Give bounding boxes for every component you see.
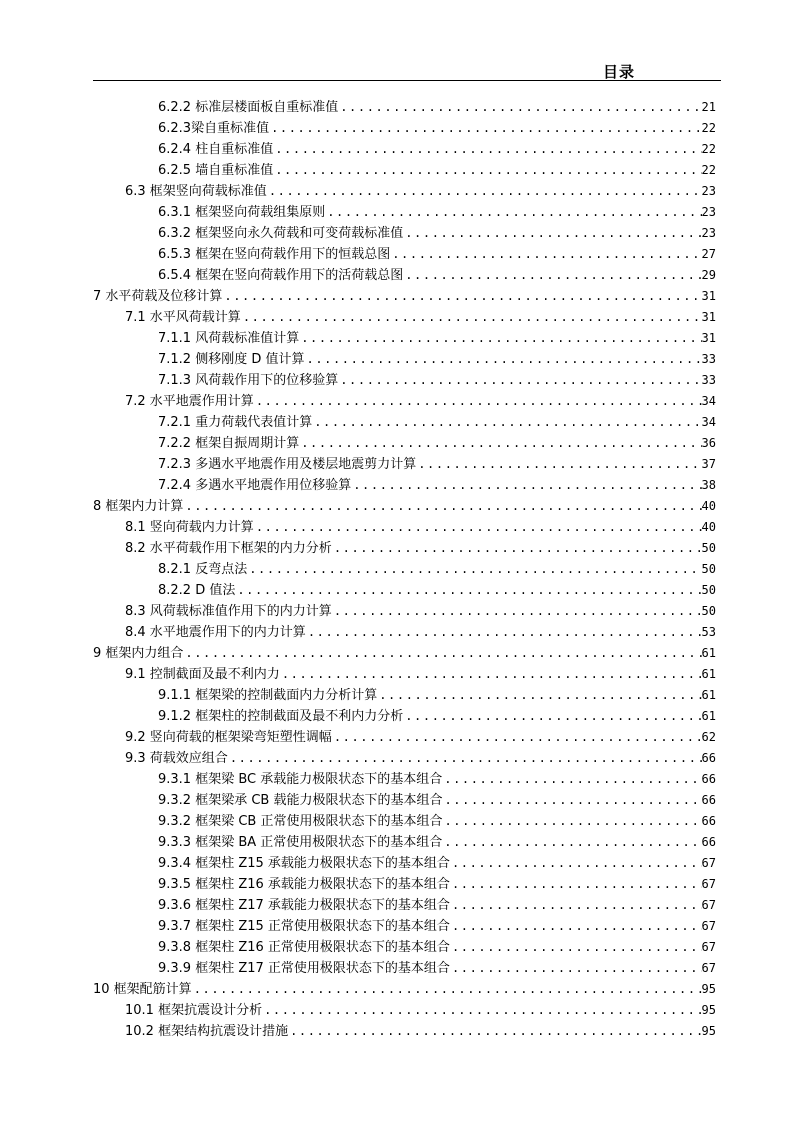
toc-entry-title: 9.1 控制截面及最不利内力 <box>125 667 280 682</box>
toc-entry-title: 8.2 水平荷载作用下框架的内力分析 <box>125 541 332 556</box>
toc-page-number: 33 <box>701 352 716 366</box>
toc-entry-title: 9.2 竖向荷载的框架梁弯矩塑性调幅 <box>125 730 332 745</box>
toc-entry-title: 10 框架配筋计算 <box>93 982 192 997</box>
toc-page-number: 66 <box>701 814 716 828</box>
dot-leader <box>222 288 701 305</box>
toc-row <box>0 767 794 788</box>
toc-page-number: 95 <box>701 1003 716 1017</box>
toc-page-number: 40 <box>701 499 716 513</box>
dot-leader <box>262 1002 701 1019</box>
toc-page-number: 38 <box>701 478 716 492</box>
table-of-contents <box>0 95 794 1040</box>
header-divider <box>93 80 721 81</box>
toc-entry-level-3[interactable] <box>158 788 716 809</box>
toc-row <box>0 599 794 620</box>
dot-leader <box>306 624 702 641</box>
toc-row <box>0 494 794 515</box>
toc-row <box>0 788 794 809</box>
toc-entry-level-2[interactable] <box>125 599 716 620</box>
toc-entry-level-3[interactable] <box>158 158 716 179</box>
toc-page-number: 67 <box>701 919 716 933</box>
toc-row <box>0 326 794 347</box>
toc-entry-level-2[interactable] <box>125 536 716 557</box>
toc-entry-level-3[interactable] <box>158 914 716 935</box>
toc-entry-level-3[interactable] <box>158 452 716 473</box>
toc-entry-level-3[interactable] <box>158 95 716 116</box>
toc-page-number: 66 <box>701 751 716 765</box>
toc-entry-level-3[interactable] <box>158 578 716 599</box>
toc-row <box>0 515 794 536</box>
toc-entry-title: 8.2.2 D 值法 <box>158 583 236 598</box>
dot-leader <box>442 813 701 830</box>
toc-entry-title: 7 水平荷载及位移计算 <box>93 289 223 304</box>
toc-row <box>0 389 794 410</box>
toc-entry-level-3[interactable] <box>158 809 716 830</box>
toc-entry-title: 9.3.4 框架柱 Z15 承载能力极限状态下的基本组合 <box>158 856 450 871</box>
toc-entry-level-2[interactable] <box>125 1019 716 1040</box>
toc-entry-level-3[interactable] <box>158 368 716 389</box>
toc-entry-title: 9.3.1 框架梁 BC 承载能力极限状态下的基本组合 <box>158 772 443 787</box>
toc-entry-level-2[interactable] <box>125 662 716 683</box>
toc-page-number: 22 <box>701 121 716 135</box>
toc-page-number: 29 <box>701 268 716 282</box>
dot-leader <box>390 246 701 263</box>
toc-page-number: 61 <box>701 688 716 702</box>
toc-entry-title: 7.1.1 风荷载标准值计算 <box>158 331 300 346</box>
toc-entry-title: 7.2.1 重力荷载代表值计算 <box>158 415 313 430</box>
toc-entry-level-3[interactable] <box>158 956 716 977</box>
dot-leader <box>450 939 702 956</box>
dot-leader <box>254 519 702 536</box>
toc-row <box>0 893 794 914</box>
dot-leader <box>228 750 702 767</box>
toc-entry-level-3[interactable] <box>158 830 716 851</box>
toc-entry-title: 7.2.3 多遇水平地震作用及楼层地震剪力计算 <box>158 457 417 472</box>
toc-entry-level-3[interactable] <box>158 935 716 956</box>
toc-page-number: 67 <box>701 856 716 870</box>
toc-page-number: 62 <box>701 730 716 744</box>
toc-row <box>0 683 794 704</box>
toc-row <box>0 158 794 179</box>
toc-page-number: 61 <box>701 646 716 660</box>
toc-entry-title: 6.5.3 框架在竖向荷载作用下的恒载总图 <box>158 247 391 262</box>
dot-leader <box>332 540 702 557</box>
toc-page-number: 23 <box>701 184 716 198</box>
toc-page-number: 22 <box>701 142 716 156</box>
toc-entry-level-3[interactable] <box>158 326 716 347</box>
toc-entry-title: 6.3.1 框架竖向荷载组集原则 <box>158 205 326 220</box>
dot-leader <box>403 708 701 725</box>
toc-entry-title: 9.3.2 框架梁承 CB 载能力极限状态下的基本组合 <box>158 793 443 808</box>
toc-row <box>0 410 794 431</box>
toc-page-number: 31 <box>701 310 716 324</box>
toc-row <box>0 746 794 767</box>
toc-page-number: 67 <box>701 940 716 954</box>
toc-entry-title: 9.3.7 框架柱 Z15 正常使用极限状态下的基本组合 <box>158 919 450 934</box>
toc-entry-title: 9.1.2 框架柱的控制截面及最不利内力分析 <box>158 709 404 724</box>
toc-entry-level-3[interactable] <box>158 473 716 494</box>
toc-entry-title: 6.5.4 框架在竖向荷载作用下的活荷载总图 <box>158 268 404 283</box>
toc-row <box>0 956 794 977</box>
toc-entry-title: 9 框架内力组合 <box>93 646 184 661</box>
toc-entry-level-1[interactable] <box>93 494 716 515</box>
dot-leader <box>442 792 701 809</box>
toc-entry-level-3[interactable] <box>158 221 716 242</box>
dot-leader <box>450 960 702 977</box>
toc-entry-title: 8.2.1 反弯点法 <box>158 562 248 577</box>
toc-entry-level-2[interactable] <box>125 620 716 641</box>
toc-page-number: 50 <box>701 583 716 597</box>
toc-entry-title: 8 框架内力计算 <box>93 499 184 514</box>
toc-entry-level-3[interactable] <box>158 116 716 137</box>
toc-page-number: 50 <box>701 604 716 618</box>
toc-entry-level-3[interactable] <box>158 263 716 284</box>
toc-row <box>0 242 794 263</box>
toc-entry-level-2[interactable] <box>125 179 716 200</box>
toc-entry-title: 7.2.4 多遇水平地震作用位移验算 <box>158 478 352 493</box>
dot-leader <box>183 498 701 515</box>
toc-page-number: 31 <box>701 331 716 345</box>
toc-entry-title: 9.3.3 框架梁 BA 正常使用极限状态下的基本组合 <box>158 835 443 850</box>
toc-entry-level-1[interactable] <box>93 641 716 662</box>
toc-page-number: 21 <box>701 100 716 114</box>
dot-leader <box>325 204 701 221</box>
dot-leader <box>442 771 701 788</box>
toc-page-number: 31 <box>701 289 716 303</box>
toc-entry-title: 7.2.2 框架自振周期计算 <box>158 436 300 451</box>
toc-entry-level-3[interactable] <box>158 704 716 725</box>
toc-page-number: 66 <box>701 772 716 786</box>
toc-page-number: 95 <box>701 1024 716 1038</box>
toc-entry-level-3[interactable] <box>158 410 716 431</box>
toc-entry-level-2[interactable] <box>125 515 716 536</box>
toc-entry-level-3[interactable] <box>158 137 716 158</box>
toc-entry-title: 7.1.2 侧移刚度 D 值计算 <box>158 352 305 367</box>
toc-row <box>0 431 794 452</box>
toc-entry-title: 9.3.2 框架梁 CB 正常使用极限状态下的基本组合 <box>158 814 443 829</box>
toc-entry-level-2[interactable] <box>125 305 716 326</box>
dot-leader <box>269 120 701 137</box>
dot-leader <box>450 918 702 935</box>
toc-page-number: 37 <box>701 457 716 471</box>
dot-leader <box>241 309 702 326</box>
toc-row <box>0 998 794 1019</box>
toc-entry-level-3[interactable] <box>158 872 716 893</box>
toc-entry-title: 7.1 水平风荷载计算 <box>125 310 241 325</box>
toc-row <box>0 473 794 494</box>
toc-entry-title: 9.1.1 框架梁的控制截面内力分析计算 <box>158 688 378 703</box>
toc-entry-level-3[interactable] <box>158 347 716 368</box>
toc-row <box>0 305 794 326</box>
dot-leader <box>403 225 701 242</box>
dot-leader <box>299 330 701 347</box>
dot-leader <box>235 582 701 599</box>
toc-page-number: 34 <box>701 394 716 408</box>
toc-row <box>0 116 794 137</box>
toc-entry-title: 8.3 风荷载标准值作用下的内力计算 <box>125 604 332 619</box>
toc-entry-title: 8.4 水平地震作用下的内力计算 <box>125 625 306 640</box>
dot-leader <box>305 351 702 368</box>
toc-entry-title: 9.3 荷载效应组合 <box>125 751 228 766</box>
toc-entry-level-3[interactable] <box>158 431 716 452</box>
dot-leader <box>273 141 701 158</box>
dot-leader <box>192 981 702 998</box>
toc-entry-level-2[interactable] <box>125 746 716 767</box>
toc-row <box>0 557 794 578</box>
toc-entry-title: 9.3.8 框架柱 Z16 正常使用极限状态下的基本组合 <box>158 940 450 955</box>
toc-page-number: 50 <box>701 562 716 576</box>
toc-page-number: 67 <box>701 877 716 891</box>
dot-leader <box>280 666 702 683</box>
dot-leader <box>254 393 702 410</box>
toc-row <box>0 179 794 200</box>
toc-row <box>0 809 794 830</box>
toc-entry-title: 6.3 框架竖向荷载标准值 <box>125 184 267 199</box>
toc-page-number: 53 <box>701 625 716 639</box>
toc-row <box>0 347 794 368</box>
toc-row <box>0 662 794 683</box>
toc-page-number: 66 <box>701 835 716 849</box>
page-header-title: 目录 <box>603 63 636 81</box>
toc-entry-level-2[interactable] <box>125 725 716 746</box>
dot-leader <box>377 687 701 704</box>
toc-entry-title: 7.1.3 风荷载作用下的位移验算 <box>158 373 339 388</box>
toc-row <box>0 704 794 725</box>
toc-row <box>0 830 794 851</box>
toc-page-number: 61 <box>701 709 716 723</box>
toc-row <box>0 914 794 935</box>
toc-entry-title: 7.2 水平地震作用计算 <box>125 394 254 409</box>
toc-page-number: 36 <box>701 436 716 450</box>
toc-page-number: 50 <box>701 541 716 555</box>
toc-entry-level-3[interactable] <box>158 851 716 872</box>
toc-page-number: 95 <box>701 982 716 996</box>
toc-row <box>0 977 794 998</box>
toc-entry-level-3[interactable] <box>158 557 716 578</box>
dot-leader <box>338 372 701 389</box>
toc-row <box>0 284 794 305</box>
toc-page-number: 67 <box>701 898 716 912</box>
dot-leader <box>442 834 701 851</box>
dot-leader <box>416 456 701 473</box>
dot-leader <box>267 183 702 200</box>
toc-row <box>0 452 794 473</box>
toc-row <box>0 725 794 746</box>
toc-page-number: 34 <box>701 415 716 429</box>
dot-leader <box>183 645 701 662</box>
toc-row <box>0 263 794 284</box>
toc-entry-title: 6.2.5 墙自重标准值 <box>158 163 274 178</box>
toc-entry-title: 6.2.2 标准层楼面板自重标准值 <box>158 100 339 115</box>
dot-leader <box>312 414 701 431</box>
toc-entry-level-3[interactable] <box>158 767 716 788</box>
toc-entry-title: 9.3.6 框架柱 Z17 承载能力极限状态下的基本组合 <box>158 898 450 913</box>
toc-page-number: 23 <box>701 226 716 240</box>
toc-entry-title: 6.2.4 柱自重标准值 <box>158 142 274 157</box>
toc-entry-level-2[interactable] <box>125 998 716 1019</box>
toc-entry-level-1[interactable] <box>93 284 716 305</box>
toc-row <box>0 368 794 389</box>
toc-row <box>0 935 794 956</box>
dot-leader <box>450 897 702 914</box>
dot-leader <box>247 561 701 578</box>
dot-leader <box>450 876 702 893</box>
toc-entry-level-3[interactable] <box>158 893 716 914</box>
toc-row <box>0 641 794 662</box>
toc-entry-level-2[interactable] <box>125 389 716 410</box>
toc-entry-level-3[interactable] <box>158 683 716 704</box>
toc-page-number: 40 <box>701 520 716 534</box>
dot-leader <box>288 1023 701 1040</box>
toc-page-number: 23 <box>701 205 716 219</box>
toc-row <box>0 200 794 221</box>
toc-page-number: 27 <box>701 247 716 261</box>
dot-leader <box>403 267 701 284</box>
toc-row <box>0 536 794 557</box>
toc-entry-title: 10.2 框架结构抗震设计措施 <box>125 1024 289 1039</box>
toc-entry-title: 9.3.5 框架柱 Z16 承载能力极限状态下的基本组合 <box>158 877 450 892</box>
toc-row <box>0 578 794 599</box>
toc-entry-title: 9.3.9 框架柱 Z17 正常使用极限状态下的基本组合 <box>158 961 450 976</box>
toc-entry-title: 6.2.3梁自重标准值 <box>158 121 270 136</box>
toc-entry-level-3[interactable] <box>158 242 716 263</box>
dot-leader <box>273 162 701 179</box>
toc-page-number: 67 <box>701 961 716 975</box>
toc-entry-title: 6.3.2 框架竖向永久荷载和可变荷载标准值 <box>158 226 404 241</box>
toc-entry-title: 10.1 框架抗震设计分析 <box>125 1003 263 1018</box>
toc-entry-title: 8.1 竖向荷载内力计算 <box>125 520 254 535</box>
toc-page-number: 66 <box>701 793 716 807</box>
dot-leader <box>450 855 702 872</box>
toc-row <box>0 95 794 116</box>
dot-leader <box>351 477 701 494</box>
dot-leader <box>332 729 702 746</box>
toc-row <box>0 851 794 872</box>
toc-page-number: 33 <box>701 373 716 387</box>
dot-leader <box>332 603 702 620</box>
dot-leader <box>299 435 701 452</box>
toc-entry-level-3[interactable] <box>158 200 716 221</box>
toc-page-number: 22 <box>701 163 716 177</box>
toc-row <box>0 620 794 641</box>
toc-row <box>0 221 794 242</box>
toc-entry-level-1[interactable] <box>93 977 716 998</box>
toc-row <box>0 137 794 158</box>
toc-row <box>0 1019 794 1040</box>
toc-page-number: 61 <box>701 667 716 681</box>
toc-row <box>0 872 794 893</box>
dot-leader <box>338 99 701 116</box>
